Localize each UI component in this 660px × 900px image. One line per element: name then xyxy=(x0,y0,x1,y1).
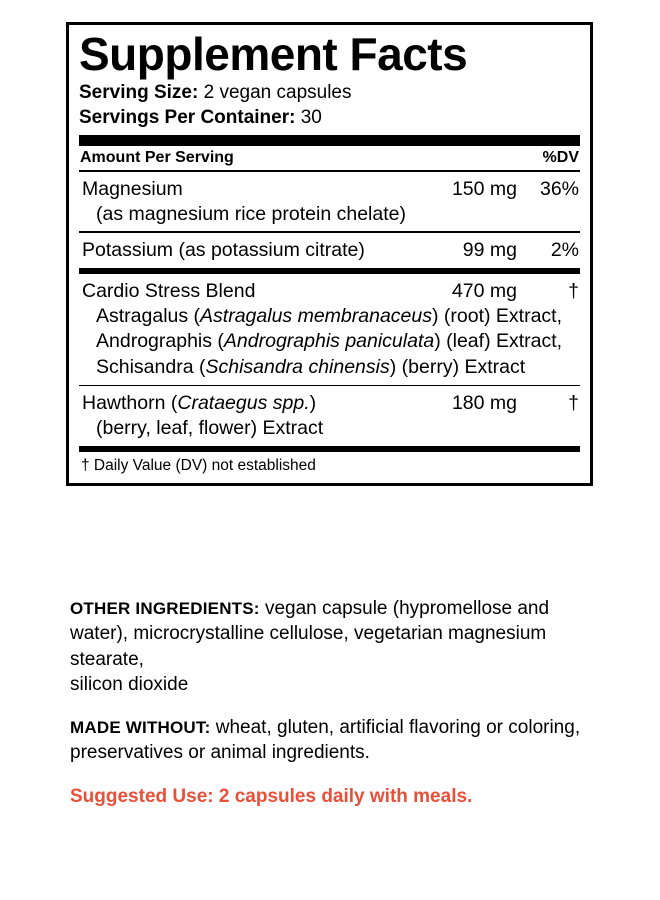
supplement-facts-panel xyxy=(66,22,593,486)
nutrient-row-potassium xyxy=(79,233,580,268)
blend-name: Cardio Stress Blend xyxy=(82,279,256,302)
nutrient-dv: 2% xyxy=(550,238,579,261)
servings-per-container-value: 30 xyxy=(300,106,322,128)
nutrient-amount: 99 mg xyxy=(462,238,517,261)
servings-per-container-label: Servings Per Container: xyxy=(79,106,296,128)
nutrient-row-hawthorn xyxy=(79,386,580,446)
panel-title: Supplement Facts xyxy=(79,28,468,80)
nutrient-source: (as magnesium rice protein chelate) xyxy=(96,202,406,225)
suggested-use-text: Suggested Use: 2 capsules daily with meals. xyxy=(70,785,473,807)
nutrient-amount: 150 mg xyxy=(451,177,517,200)
made-without-label: MADE WITHOUT: xyxy=(70,718,211,738)
amount-per-serving-label: Amount Per Serving xyxy=(80,149,234,167)
servings-per-container-row xyxy=(79,105,580,130)
nutrient-row-cardio-stress-blend xyxy=(79,274,580,385)
other-ingredients-paragraph xyxy=(70,596,590,697)
hawthorn-dv: † xyxy=(568,392,579,415)
blend-dv: † xyxy=(568,279,579,302)
other-ingredients-text-line2: silicon dioxide xyxy=(70,673,189,695)
made-without-paragraph xyxy=(70,715,590,766)
amount-per-serving-header-row xyxy=(79,146,580,170)
nutrient-name: Magnesium xyxy=(82,177,183,200)
blend-amount: 470 mg xyxy=(451,279,517,302)
hawthorn-amount: 180 mg xyxy=(451,392,517,415)
serving-size-label: Serving Size: xyxy=(79,81,199,103)
serving-size-row xyxy=(79,80,580,105)
hawthorn-parts: (berry, leaf, flower) Extract xyxy=(96,417,324,440)
nutrient-dv: 36% xyxy=(539,177,579,200)
nutrient-row-magnesium xyxy=(79,172,580,232)
nutrient-name: Potassium (as potassium citrate) xyxy=(82,238,365,261)
blend-description: Astragalus (Astragalus membranaceus) (root) Extract, Andrographis (Andrographis paniculata) (leaf) Extract, Schisandra (Schisandra chinensis) (berry) Extract xyxy=(96,304,563,378)
made-without-text: wheat, gluten, artificial flavoring or coloring, preservatives or animal ingredients. xyxy=(70,717,581,764)
label-body-text xyxy=(70,596,590,809)
other-ingredients-label: OTHER INGREDIENTS: xyxy=(70,599,260,618)
other-ingredients-text: vegan capsule (hypromellose and water), microcrystalline cellulose, vegetarian magnesium stearate, xyxy=(70,598,550,670)
divider-thick-top xyxy=(79,135,580,146)
daily-value-footnote: † Daily Value (DV) not established xyxy=(81,457,316,475)
serving-size-value: 2 vegan capsules xyxy=(203,81,352,103)
hawthorn-name: Hawthorn (Crataegus spp.) xyxy=(82,392,317,415)
percent-dv-label: %DV xyxy=(542,149,579,167)
